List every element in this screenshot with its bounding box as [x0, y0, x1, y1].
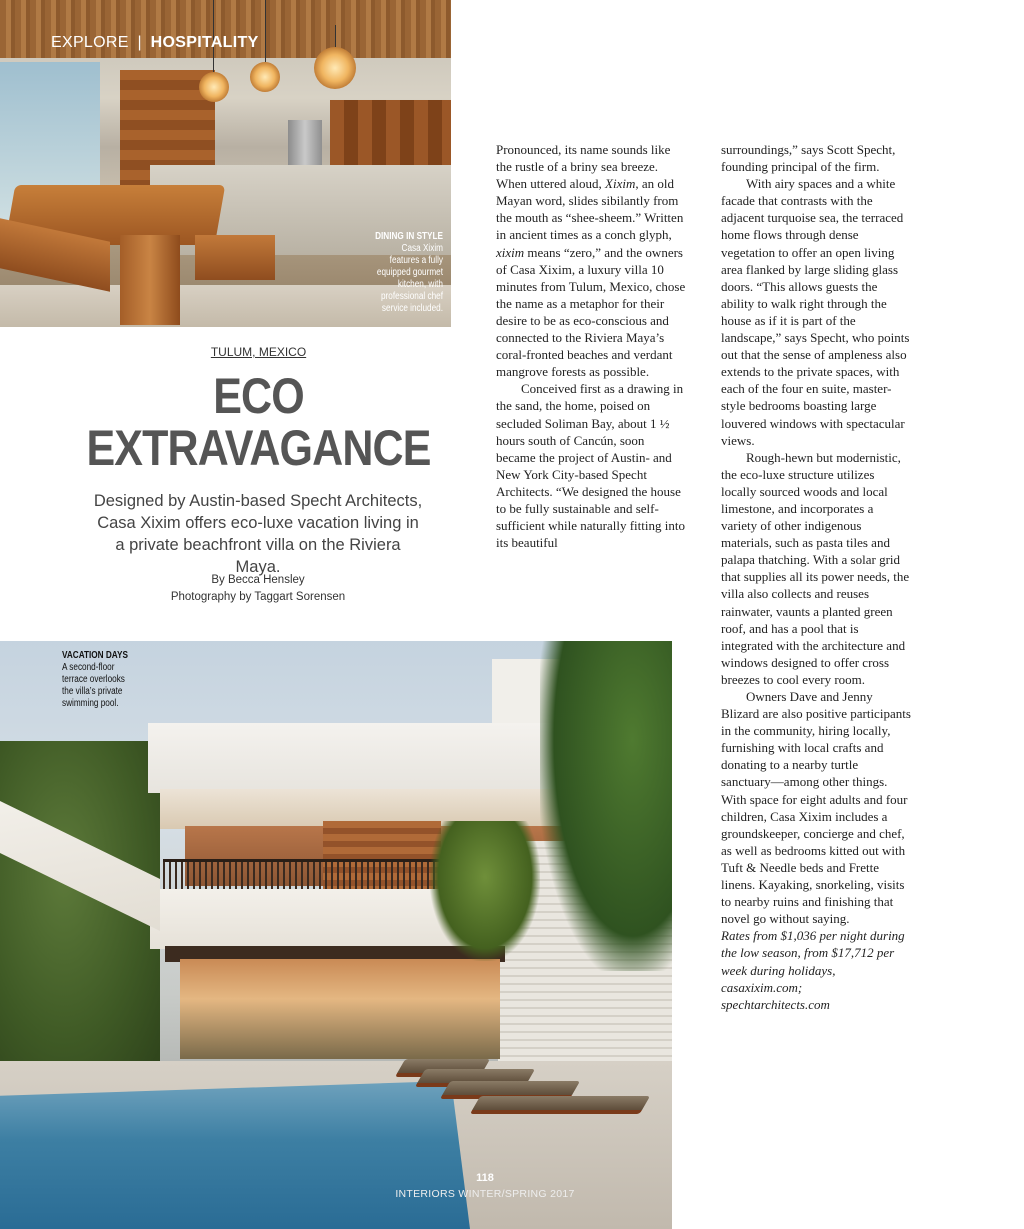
- rates-info: [721, 927, 911, 1012]
- caption-text: A second-floor terrace overlooks the villa’s private swimming pool.: [62, 662, 125, 709]
- section-header: [51, 34, 259, 52]
- paragraph: [496, 141, 686, 380]
- villa-pool-photo: [0, 641, 672, 1229]
- palm-fronds: [540, 641, 672, 971]
- text-run: , an old Mayan word, slides sibilantly from the mouth as “shee-sheem.” Written in ancient times as a conch glyph,: [496, 176, 684, 243]
- bench-right: [195, 235, 275, 280]
- body-column-1: [496, 141, 686, 551]
- headline-line-1: ECO: [213, 368, 304, 424]
- pendant-lamp-icon: [250, 62, 280, 92]
- pendant-cord: [265, 0, 266, 62]
- top-photo-caption: [371, 231, 443, 315]
- paragraph: With airy spaces and a white facade that contrasts with the adjacent turquoise sea, the terraced home flows through dense vegetation to offer an open living area flanked by large sliding glass doors. “This allows guests the ability to walk right through the house as if it is part of the landscape,” says Specht, who points out that the sense of ampleness also extends to the private spaces, with each of the four en suite, master-style bedrooms boasting large louvered windows with spectacular views.: [721, 176, 910, 448]
- caption-title: DINING IN STYLE: [375, 231, 443, 242]
- text-run: Pronounced, its name sounds like the rustle of a briny sea breeze. When uttered aloud,: [496, 142, 671, 192]
- sun-lounger: [470, 1096, 650, 1114]
- byline-block: [150, 572, 366, 606]
- body-column-2: [721, 141, 911, 1013]
- table-base: [120, 235, 180, 325]
- headline-line-2: EXTRAVAGANCE: [86, 420, 431, 476]
- living-area: [180, 959, 500, 1059]
- paragraph: surroundings,” says Scott Specht, founding principal of the firm.: [721, 142, 896, 175]
- paragraph: Owners Dave and Jenny Blizard are also positive participants in the community, hiring locally, furnishing with local crafts and donating to a nearby turtle sanctuary—among other things. With space for eight adults and four children, Casa Xixim includes a groundskeeper, concierge and chef, as well as bedrooms kitted out with Tuft & Needle beds and Frette linens. Kayaking, snorkeling, visits to nearby ruins and finishing that novel go without saying.: [721, 689, 911, 927]
- subsection-label: HOSPITALITY: [150, 34, 259, 51]
- page-number: 118: [476, 1172, 494, 1184]
- caption-title: VACATION DAYS: [62, 650, 128, 661]
- running-footer: INTERIORS WINTER/SPRING 2017: [395, 1188, 575, 1200]
- caption-text: Casa Xixim features a fully equipped gourmet kitchen, with professional chef service included.: [376, 243, 443, 314]
- bottom-photo-caption: [62, 650, 136, 710]
- article-deck: Designed by Austin-based Specht Architects, Casa Xixim offers eco-luxe vacation living in a private beachfront villa on the Riviera Maya.: [93, 492, 423, 576]
- author-byline: By Becca Hensley: [211, 574, 305, 586]
- dateline: TULUM, MEXICO: [210, 345, 307, 359]
- pendant-lamp-icon: [314, 47, 356, 89]
- italic-word: xixim: [496, 244, 525, 260]
- photo-credit: Photography by Taggart Sorensen: [170, 591, 346, 603]
- swimming-pool: [0, 1081, 470, 1229]
- pendant-cord: [335, 25, 336, 47]
- italic-word: Xixim: [605, 176, 636, 192]
- pendant-lamp-icon: [199, 72, 229, 102]
- text-run: means “zero,” and the owners of Casa Xixim, a luxury villa 10 minutes from Tulum, Mexico, chose the name as a metaphor for their desire to be as eco-conscious and connected to the Riviera Maya’s coral-fronted beaches and verdant mangrove forests as possible.: [496, 244, 686, 380]
- palm-tree: [430, 821, 540, 961]
- paragraph: Rough-hewn but modernistic, the eco-luxe structure utilizes locally sourced woods and local limestone, and incorporates a variety of other indigenous materials, such as pasta tiles and palapa thatching. With a solar grid that supplies all its power needs, the villa also collects and reuses rainwater, vaunts a planted green roof, and has a pool that is integrated with the architecture and windows designed to offer cross breezes to cool every room.: [721, 449, 910, 687]
- section-label: EXPLORE: [51, 34, 129, 51]
- section-separator: |: [137, 34, 142, 51]
- rates-italic: Rates from $1,036 per night during the low season, from $17,712 per week during holidays, casaxixim.com; spechtarchitects.com: [721, 928, 905, 1012]
- paragraph: Conceived first as a drawing in the sand, the home, poised on secluded Soliman Bay, about 1 ½ hours south of Cancún, soon became the project of Austin- and New York City-based Specht Architects. “We designed the house to be fully sustainable and self-sufficient while naturally fitting into its beautiful: [496, 381, 685, 551]
- wood-cabinets-right: [330, 100, 451, 170]
